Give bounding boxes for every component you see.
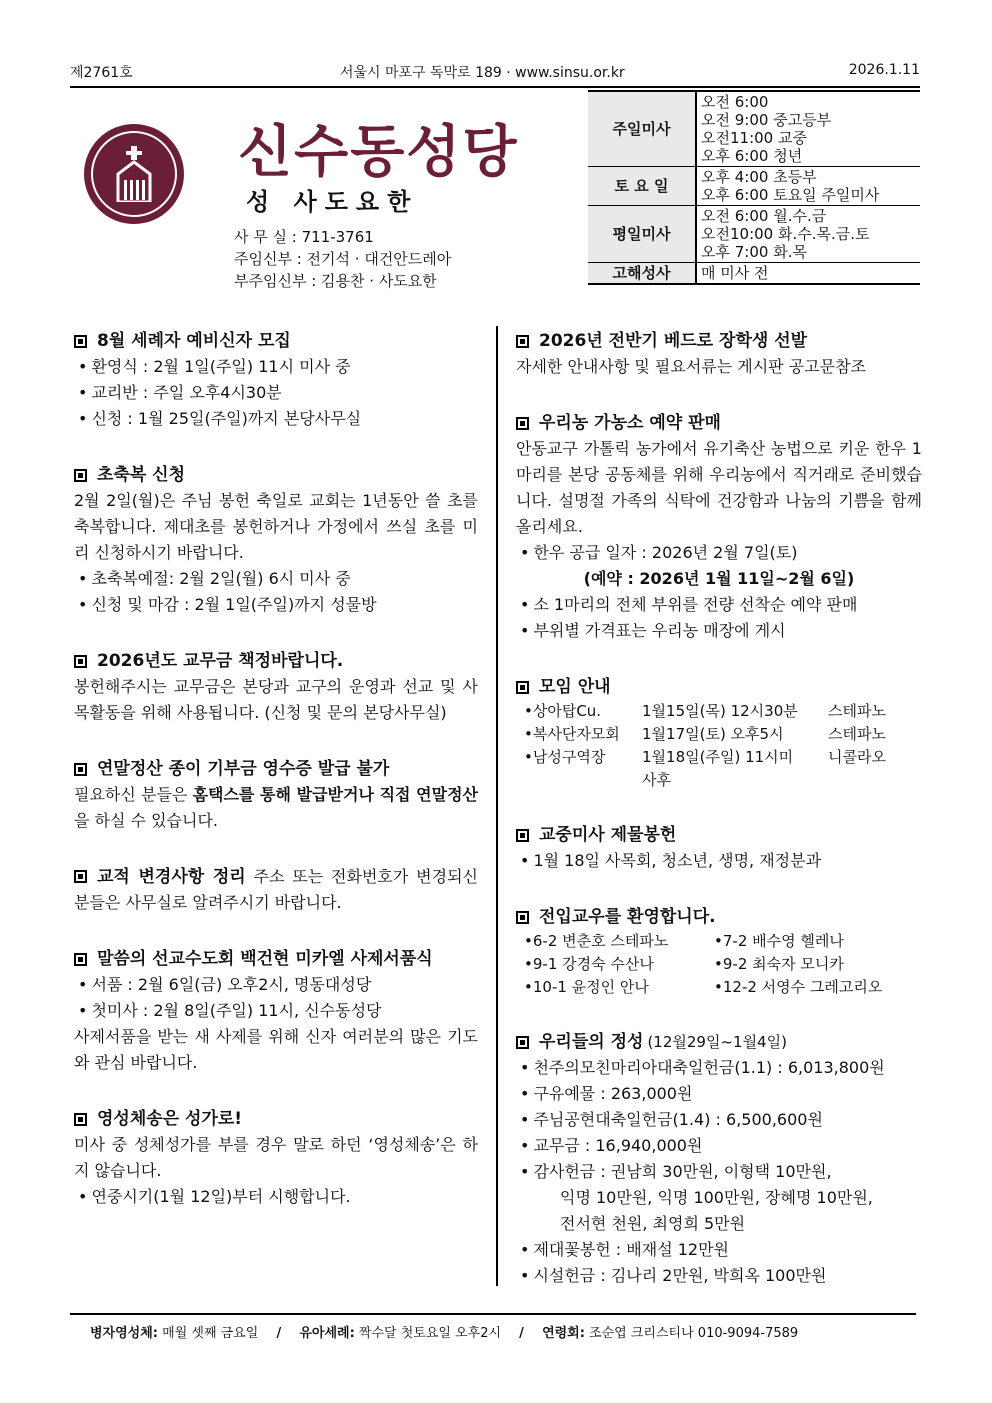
meeting-cell: •남성구역장 bbox=[524, 748, 606, 766]
list-item: • 천주의모친마리아대축일헌금(1.1) : 6,013,800원 bbox=[520, 1058, 885, 1077]
meeting-cell: 스테파노 bbox=[828, 725, 886, 743]
list-item: • 환영식 : 2월 1일(주일) 11시 미사 중 bbox=[78, 357, 351, 376]
list-item: • 소 1마리의 전체 부위를 전량 선착순 예약 판매 bbox=[520, 595, 858, 614]
parish-name: 신수동성당 bbox=[238, 120, 519, 185]
schedule-time: 오후 4:00 초등부 bbox=[701, 168, 817, 186]
notice-scholarship bbox=[516, 328, 922, 380]
schedule-row bbox=[588, 206, 920, 263]
section-heading bbox=[516, 904, 922, 930]
section-heading bbox=[74, 462, 478, 488]
right-column bbox=[516, 328, 922, 1319]
heading-text: 2026년 전반기 베드로 장학생 선발 bbox=[539, 331, 808, 351]
meeting-cell: •복사단자모회 bbox=[524, 725, 620, 743]
footer-value: 짝수달 첫토요일 오후2시 bbox=[354, 1326, 502, 1341]
section-heading bbox=[74, 328, 478, 354]
footer-label: 유아세례: bbox=[299, 1326, 355, 1341]
notice-church-dues bbox=[74, 648, 478, 726]
checkbox-icon bbox=[74, 469, 87, 482]
parishioner-cell: •9-1 강경숙 수산나 bbox=[524, 955, 654, 973]
list-item: • 연중시기(1월 12일)부터 시행합니다. bbox=[78, 1187, 351, 1206]
footer-label: 연령회: bbox=[542, 1326, 585, 1341]
schedule-times bbox=[696, 167, 920, 206]
checkbox-icon bbox=[516, 911, 529, 924]
schedule-label: 고해성사 bbox=[588, 263, 696, 285]
meeting-cell: 1월17일(토) 오후5시 bbox=[642, 725, 784, 743]
section-heading bbox=[516, 328, 922, 354]
meeting-cell: 1월15일(목) 12시30분 bbox=[642, 702, 798, 720]
schedule-row bbox=[588, 92, 920, 167]
parishioner-cell: •10-1 윤정인 안나 bbox=[524, 978, 649, 996]
assistant-pastor-name: 부주임신부 : 김용찬 · 사도요한 bbox=[234, 272, 437, 290]
parishioner-cell: •12-2 서영수 그레고리오 bbox=[714, 978, 883, 996]
heading-text: 말씀의 선교수도회 백건현 미카엘 사제서품식 bbox=[97, 949, 433, 969]
list-item: • 구유예물 : 263,000원 bbox=[520, 1084, 693, 1103]
notice-communion-hymn bbox=[74, 1106, 478, 1210]
issue-date: 2026.1.11 bbox=[848, 62, 920, 78]
footer-value: 조순엽 크리스티나 010-9094-7589 bbox=[584, 1326, 799, 1341]
footer-value: 매월 셋째 금요일 bbox=[158, 1326, 259, 1341]
section-heading bbox=[516, 1029, 922, 1055]
meeting-table bbox=[516, 700, 922, 792]
notice-body: 교적 변경사항 정리 주소 또는 전화번호가 변경되신 분들은 사무실로 알려주시기 바랍니다. bbox=[74, 867, 478, 912]
notice-body: 자세한 안내사항 및 필요서류는 게시판 공고문참조 bbox=[516, 357, 867, 376]
list-item: • 첫미사 : 2월 8일(주일) 11시, 신수동성당 bbox=[78, 1001, 382, 1020]
list-continuation: 전서현 천원, 최영희 5만원 bbox=[560, 1214, 746, 1233]
checkbox-icon bbox=[74, 953, 87, 966]
list-item: • 감사헌금 : 권남희 30만원, 이형택 10만원, bbox=[520, 1162, 832, 1181]
column-divider bbox=[496, 326, 498, 1286]
checkbox-icon bbox=[516, 829, 529, 842]
heading-text: 초축복 신청 bbox=[97, 465, 186, 485]
meeting-cell: 스테파노 bbox=[828, 702, 886, 720]
list-item: • 초축복예절: 2월 2일(월) 6시 미사 중 bbox=[78, 569, 351, 588]
heading-text: 2026년도 교무금 책정바랍니다. bbox=[97, 651, 344, 671]
list-item: • 1월 18일 사목회, 청소년, 생명, 재정분과 bbox=[520, 851, 822, 870]
notice-body: 2월 2일(월)은 주님 봉헌 축일로 교회는 1년동안 쓸 초를 축복합니다. 제대초를 봉헌하거나 가정에서 쓰실 초를 미리 신청하시기 바랍니다. bbox=[74, 491, 478, 562]
schedule-time: 오후 6:00 토요일 주일미사 bbox=[701, 186, 880, 204]
heading-text: 연말정산 종이 기부금 영수증 발급 불가 bbox=[97, 759, 390, 779]
schedule-time: 오전10:00 화.수.목.금.토 bbox=[701, 225, 870, 243]
notice-body: 안동교구 가톨릭 농가에서 유기축산 농법으로 키운 한우 1마리를 본당 공동체를 위해 우리농에서 직거래로 준비했습니다. 설명절 가족의 식탁에 건강함과 나눔의 기쁨을 함께 올리세요. bbox=[516, 439, 922, 536]
checkbox-icon bbox=[74, 870, 87, 883]
notice-body: 필요하신 분들은 홈택스를 통해 발급받거나 직접 연말정산을 하실 수 있습니다. bbox=[74, 785, 478, 830]
parish-address: 서울시 마포구 독막로 189 · www.sinsu.or.kr bbox=[340, 65, 625, 81]
notice-candle-blessing bbox=[74, 462, 478, 618]
heading-text: 8월 세례자 예비신자 모집 bbox=[97, 331, 291, 351]
section-heading bbox=[74, 648, 478, 674]
notice-baptism bbox=[74, 328, 478, 432]
checkbox-icon bbox=[74, 1113, 87, 1126]
checkbox-icon bbox=[516, 1036, 529, 1049]
section-heading bbox=[516, 410, 922, 436]
heading-text: 우리들의 정성 bbox=[539, 1032, 644, 1052]
schedule-time: 오후 6:00 청년 bbox=[701, 147, 803, 165]
parish-logo bbox=[84, 124, 184, 224]
issue-number: 제2761호 bbox=[70, 65, 133, 81]
schedule-times bbox=[696, 206, 920, 263]
footer-label: 병자영성체: bbox=[90, 1326, 158, 1341]
notice-tax-receipt bbox=[74, 756, 478, 834]
parishioner-cell: •7-2 배수영 헬레나 bbox=[714, 932, 844, 950]
notice-new-parishioners bbox=[516, 904, 922, 999]
notice-registry-update bbox=[74, 864, 478, 916]
notice-body: 미사 중 성체성가를 부를 경우 말로 하던 ‘영성체송’은 하지 않습니다. bbox=[74, 1135, 478, 1180]
list-item: • 부위별 가격표는 우리농 매장에 게시 bbox=[520, 621, 786, 640]
checkbox-icon bbox=[74, 335, 87, 348]
schedule-times bbox=[696, 92, 920, 167]
list-item: • 신청 및 마감 : 2월 1일(주일)까지 성물방 bbox=[78, 595, 377, 614]
section-heading bbox=[516, 822, 922, 848]
checkbox-icon bbox=[516, 335, 529, 348]
footer-info bbox=[90, 1322, 798, 1341]
schedule-time: 오전11:00 교중 bbox=[701, 129, 807, 147]
top-rule bbox=[70, 86, 920, 88]
list-item: • 교무금 : 16,940,000원 bbox=[520, 1136, 703, 1155]
checkbox-icon bbox=[516, 681, 529, 694]
notice-donations bbox=[516, 1029, 922, 1289]
parishioner-cell: •6-2 변춘호 스테파노 bbox=[524, 932, 669, 950]
list-item: • 제대꽃봉헌 : 배재설 12만원 bbox=[520, 1240, 730, 1259]
footer-separator: / bbox=[276, 1326, 282, 1341]
schedule-label: 주일미사 bbox=[588, 92, 696, 167]
heading-text: 영성체송은 성가로! bbox=[97, 1109, 243, 1129]
schedule-time: 오전 6:00 월.수.금 bbox=[701, 207, 827, 225]
meeting-cell: 1월18일(주일) 11시미사후 bbox=[642, 748, 794, 789]
meeting-cell: 니콜라오 bbox=[828, 748, 886, 766]
notice-body: 봉헌해주시는 교무금은 본당과 교구의 운영과 선교 및 사목활동을 위해 사용됩니다. (신청 및 문의 본당사무실) bbox=[74, 677, 478, 722]
checkbox-icon bbox=[74, 655, 87, 668]
section-heading bbox=[74, 946, 478, 972]
heading-text: 우리농 가농소 예약 판매 bbox=[539, 413, 721, 433]
schedule-time: 오전 9:00 중고등부 bbox=[701, 111, 832, 129]
notice-ordination bbox=[74, 946, 478, 1076]
mass-schedule bbox=[588, 92, 920, 285]
new-parishioner-table bbox=[516, 930, 922, 999]
reservation-period: (예약 : 2026년 1월 11일~2월 6일) bbox=[583, 569, 855, 588]
pastor-name: 주임신부 : 전기석 · 대건안드레아 bbox=[234, 250, 452, 268]
list-continuation: 익명 10만원, 익명 100만원, 장혜명 10만원, bbox=[560, 1188, 873, 1207]
patron-saint: 성 사도요한 bbox=[246, 188, 419, 216]
list-item: • 서품 : 2월 6일(금) 오후2시, 명동대성당 bbox=[78, 975, 372, 994]
church-icon bbox=[112, 146, 156, 202]
office-phone: 사 무 실 : 711-3761 bbox=[234, 228, 374, 246]
schedule-times bbox=[696, 263, 920, 285]
heading-text: 전입교우를 환영합니다. bbox=[539, 907, 716, 927]
schedule-time: 오전 6:00 bbox=[701, 93, 769, 111]
notice-beef-sale bbox=[516, 410, 922, 644]
contact-info bbox=[234, 226, 451, 292]
section-heading bbox=[74, 756, 478, 782]
notice-body: 사제서품을 받는 새 사제를 위해 신자 여러분의 많은 기도와 관심 바랍니다. bbox=[74, 1027, 478, 1072]
heading-note: (12월29일~1월4일) bbox=[647, 1033, 787, 1051]
footer-separator: / bbox=[519, 1326, 524, 1341]
list-item: • 한우 공급 일자 : 2026년 2월 7일(토) bbox=[520, 543, 798, 562]
section-heading bbox=[516, 674, 922, 700]
schedule-row bbox=[588, 167, 920, 206]
checkbox-icon bbox=[516, 417, 529, 430]
list-item: • 신청 : 1월 25일(주일)까지 본당사무실 bbox=[78, 409, 362, 428]
notice-offertory bbox=[516, 822, 922, 874]
bottom-rule bbox=[70, 1313, 916, 1315]
meeting-cell: •상아탑Cu. bbox=[524, 702, 602, 720]
schedule-label: 토 요 일 bbox=[588, 167, 696, 206]
heading-text: 교중미사 제물봉헌 bbox=[539, 825, 677, 845]
heading-text: 모임 안내 bbox=[539, 677, 611, 697]
schedule-row bbox=[588, 263, 920, 285]
heading-text: 교적 변경사항 정리 bbox=[97, 867, 246, 887]
notice-meetings bbox=[516, 674, 922, 792]
list-item: • 시설헌금 : 김나리 2만원, 박희옥 100만원 bbox=[520, 1266, 827, 1285]
left-column bbox=[74, 328, 478, 1240]
list-item: • 주님공현대축일헌금(1.4) : 6,500,600원 bbox=[520, 1110, 823, 1129]
schedule-time: 매 미사 전 bbox=[701, 264, 769, 282]
schedule-time: 오후 7:00 화.목 bbox=[701, 243, 807, 261]
list-item: • 교리반 : 주일 오후4시30분 bbox=[78, 383, 282, 402]
parishioner-cell: •9-2 최숙자 모니카 bbox=[714, 955, 844, 973]
schedule-label: 평일미사 bbox=[588, 206, 696, 263]
checkbox-icon bbox=[74, 763, 87, 776]
section-heading bbox=[74, 1106, 478, 1132]
